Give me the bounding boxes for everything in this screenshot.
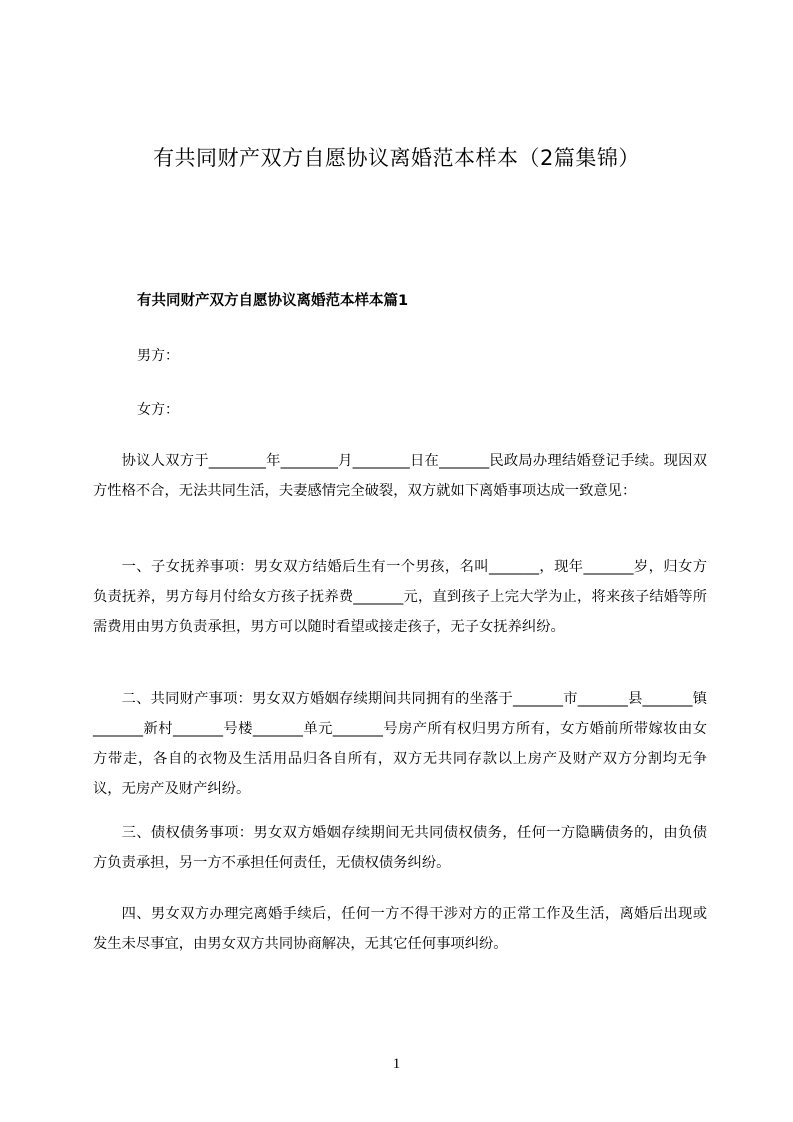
paragraph-after-divorce: 四、男女双方办理完离婚手续后，任何一方不得干涉对方的正常工作及生活，离婚后出现或发生未尽事宜，由男女双方共同协商解决，无其它任何事项纠纷。	[93, 906, 707, 952]
female-party-label: 女方：	[137, 402, 179, 418]
page-number: 1	[392, 1056, 401, 1072]
paragraph-common-property: 二、共同财产事项：男女双方婚姻存续期间共同拥有的坐落于_______市_______县_______镇_______新村_______号楼_______单元_______号房产所有权归男方所有，女方婚前所带嫁妆由女方带走，各自的衣物及生活用品归各自所有，双方无共同存款以上房产及财产双方分割均无争议，无房产及财产纠纷。	[93, 691, 707, 797]
section-heading: 有共同财产双方自愿协议离婚范本样本篇1	[137, 293, 409, 309]
paragraph-registration: 协议人双方于________年________月________日在_______民政局办理结婚登记手续。现因双方性格不合，无法共同生活，夫妻感情完全破裂，双方就如下离婚事项达成一致意见：	[93, 453, 707, 499]
document-title: 有共同财产双方自愿协议离婚范本样本（2篇集锦）	[153, 146, 640, 170]
male-party-label: 男方：	[137, 348, 179, 364]
paragraph-debts: 三、债权债务事项：男女双方婚姻存续期间无共同债权债务，任何一方隐瞒债务的，由负债方负责承担，另一方不承担任何责任，无债权债务纠纷。	[93, 825, 707, 871]
paragraph-child-custody: 一、子女抚养事项：男女双方结婚后生有一个男孩，名叫_______，现年_______岁，归女方负责抚养，男方每月付给女方孩子抚养费_______元，直到孩子上完大学为止，将来孩子结婚等所需费用由男方负责承担，男方可以随时看望或接走孩子，无子女抚养纠纷。	[93, 559, 707, 635]
